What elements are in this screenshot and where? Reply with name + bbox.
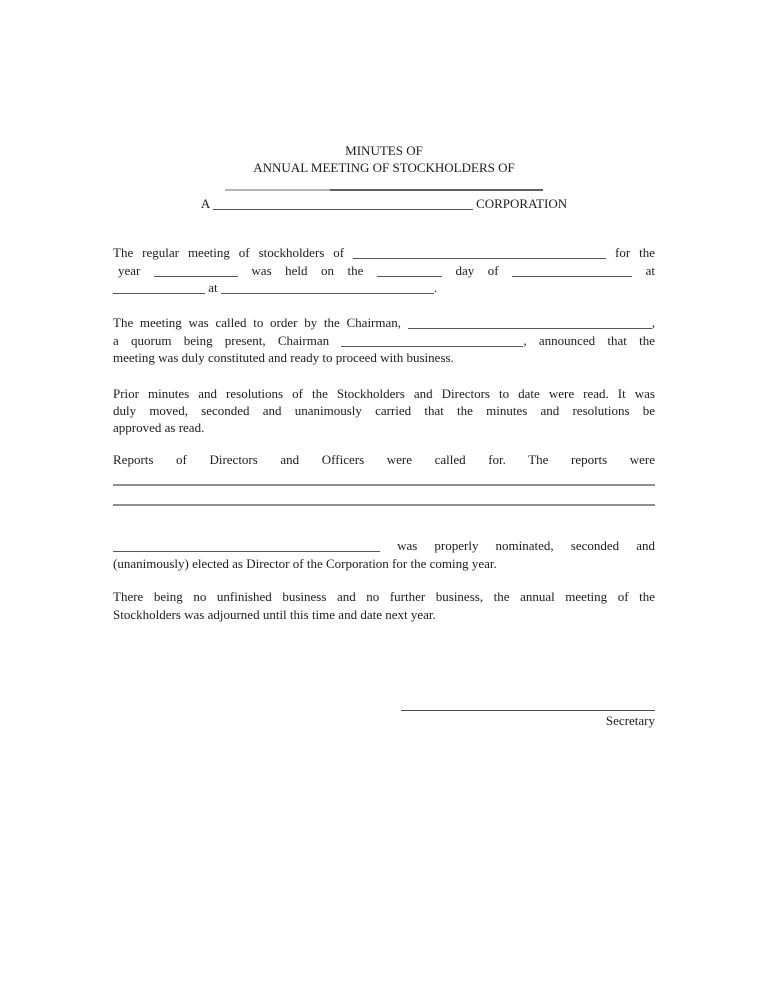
text-run: at [205,280,218,296]
text-run: at [632,262,656,278]
rule-line [113,189,655,191]
text-line [113,244,655,261]
rule-segment [401,710,655,711]
rule-line [113,504,655,506]
text-run: CORPORATION [472,195,568,211]
text-line [113,419,655,436]
text-run: ANNUAL MEETING OF STOCKHOLDERS OF [253,160,515,176]
text-line [113,606,655,623]
text-run: Stockholders was adjourned until this time and date next year. [113,606,436,622]
rule-line [113,710,655,711]
text-line [113,159,655,176]
text-line [113,537,655,554]
text-line [113,142,655,159]
text-line [113,349,655,366]
text-run: meeting was duly constituted and ready to proceed with business. [113,350,454,366]
document-body [113,0,655,729]
blank-field [154,266,238,277]
text-line [113,279,655,296]
rule-segment [330,189,543,191]
blank-field [113,283,205,294]
text-run: A [200,195,210,211]
text-run: Secretary [605,712,655,728]
text-line [113,555,655,572]
text-line [113,385,655,402]
blank-field [341,336,523,347]
blank-field [353,248,606,259]
text-run: approved as read. [113,420,205,436]
blank-field [113,541,380,552]
text-run: MINUTES OF [345,143,423,158]
text-run: for the [606,245,656,261]
text-run: was properly nominated, seconded and [380,538,655,554]
text-run: . [433,280,438,296]
rule-segment [113,484,655,486]
text-run: The meeting was called to order by the Chairman, [113,315,402,331]
rule-segment [113,504,655,506]
blank-field [377,266,442,277]
text-run: was held on the [237,262,364,278]
text-run: The regular meeting of stockholders of [113,245,345,261]
text-line [113,195,655,212]
blank-field [221,283,434,294]
text-run: day of [441,262,499,278]
text-line [113,262,655,279]
text-run: , announced that the [523,332,656,348]
blank-field [213,199,473,210]
text-line [113,332,655,349]
text-line [113,451,655,468]
text-run: Prior minutes and resolutions of the Stockholders and Directors to date were read. It was [113,385,655,401]
text-run: duly moved, seconded and unanimously carried that the minutes and resolutions be [113,403,655,419]
text-run: year [118,262,141,278]
blank-field [512,266,632,277]
text-line [113,314,655,331]
text-run: a quorum being present, Chairman [113,332,330,348]
text-run: (unanimously) elected as Director of the Corporation for the coming year. [113,555,497,571]
text-run: There being no unfinished business and no further business, the annual meeting of the [113,589,655,605]
text-line [113,402,655,419]
rule-segment [225,189,330,191]
text-line [113,712,655,729]
text-line [113,588,655,605]
text-run: Reports of Directors and Officers were called for. The reports were [113,451,655,467]
blank-field [408,318,652,329]
rule-line [113,484,655,486]
text-run: , [651,315,655,331]
